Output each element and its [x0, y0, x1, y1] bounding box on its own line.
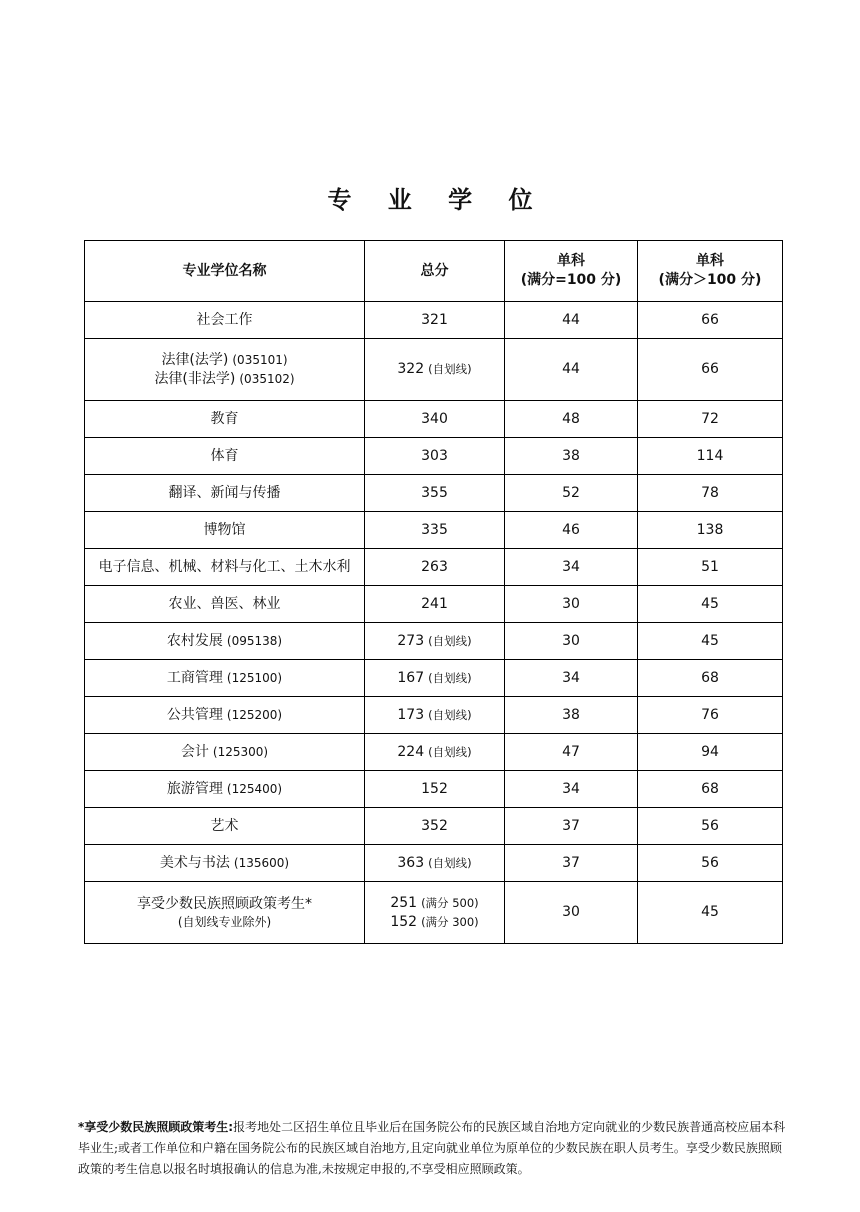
row-total: 352	[365, 808, 505, 845]
minority-name-note: (自划线专业除外)	[177, 914, 272, 929]
row-name: 农村发展 (095138)	[85, 623, 365, 660]
row-single-over-100: 51	[638, 549, 783, 586]
row-total: 173 (自划线)	[365, 697, 505, 734]
row-name: 公共管理 (125200)	[85, 697, 365, 734]
row-single-over-100: 78	[638, 475, 783, 512]
row-single-over-100: 56	[638, 808, 783, 845]
row-total: 273 (自划线)	[365, 623, 505, 660]
table-row	[85, 697, 783, 734]
row-single-100: 38	[505, 438, 638, 475]
row-single-over-100: 68	[638, 771, 783, 808]
row-single-100: 48	[505, 401, 638, 438]
minority-single-100: 30	[505, 882, 638, 944]
minority-single-over-100: 45	[638, 882, 783, 944]
row-single-over-100: 72	[638, 401, 783, 438]
row-name: 体育	[85, 438, 365, 475]
row-single-over-100: 94	[638, 734, 783, 771]
table-row	[85, 401, 783, 438]
table-row-minority	[85, 882, 783, 944]
row-single-over-100: 114	[638, 438, 783, 475]
row-name: 电子信息、机械、材料与化工、土木水利	[85, 549, 365, 586]
row-name: 翻译、新闻与传播	[85, 475, 365, 512]
row-name: 艺术	[85, 808, 365, 845]
header-single-100	[505, 241, 638, 302]
table-row	[85, 586, 783, 623]
row-single-100: 34	[505, 660, 638, 697]
table-row	[85, 660, 783, 697]
row-single-100: 37	[505, 808, 638, 845]
table-row	[85, 845, 783, 882]
table-row	[85, 475, 783, 512]
header-single-over-100-note: (满分＞100 分)	[658, 272, 762, 288]
header-total: 总分	[365, 241, 505, 302]
row-name: 博物馆	[85, 512, 365, 549]
table-row	[85, 734, 783, 771]
row-single-100: 34	[505, 549, 638, 586]
law-single-over-100: 66	[638, 339, 783, 401]
row-name: 旅游管理 (125400)	[85, 771, 365, 808]
table-row	[85, 302, 783, 339]
header-single-100-title: 单科	[557, 253, 585, 270]
law-single-100: 44	[505, 339, 638, 401]
row-name: 工商管理 (125100)	[85, 660, 365, 697]
header-name: 专业学位名称	[85, 241, 365, 302]
table-row	[85, 623, 783, 660]
law-name-cell	[85, 339, 365, 401]
row-single-100: 30	[505, 623, 638, 660]
footnote	[78, 1117, 790, 1180]
row-name: 美术与书法 (135600)	[85, 845, 365, 882]
header-single-100-note: (满分=100 分)	[520, 272, 622, 288]
table-row	[85, 438, 783, 475]
row-single-over-100: 45	[638, 586, 783, 623]
row-single-100: 47	[505, 734, 638, 771]
page-title: 专 业 学 位	[327, 186, 547, 214]
row-single-over-100: 66	[638, 302, 783, 339]
minority-total-cell: 251 (满分 500) 152 (满分 300)	[365, 882, 505, 944]
row-total: 303	[365, 438, 505, 475]
row-single-100: 52	[505, 475, 638, 512]
row-total: 224 (自划线)	[365, 734, 505, 771]
row-name: 农业、兽医、林业	[85, 586, 365, 623]
table-row	[85, 771, 783, 808]
row-total: 321	[365, 302, 505, 339]
row-single-100: 34	[505, 771, 638, 808]
row-single-over-100: 68	[638, 660, 783, 697]
table-header-row	[85, 241, 783, 302]
row-total: 167 (自划线)	[365, 660, 505, 697]
table-row	[85, 512, 783, 549]
header-single-over-100-title: 单科	[696, 253, 724, 270]
law-total-cell: 322 (自划线)	[365, 339, 505, 401]
row-total: 355	[365, 475, 505, 512]
row-single-100: 44	[505, 302, 638, 339]
row-total: 335	[365, 512, 505, 549]
row-total: 152	[365, 771, 505, 808]
row-name: 会计 (125300)	[85, 734, 365, 771]
row-total: 363 (自划线)	[365, 845, 505, 882]
score-table	[84, 240, 783, 944]
row-single-over-100: 56	[638, 845, 783, 882]
minority-name: 享受少数民族照顾政策考生*	[137, 895, 312, 912]
row-total: 241	[365, 586, 505, 623]
footnote-text: 报考地处二区招生单位且毕业后在国务院公布的民族区域自治地方定向就业的少数民族普通高校应届本科毕业生;或者工作单位和户籍在国务院公布的民族区域自治地方,且定向就业单位为原单位的少数民族在职人员考生。享受少数民族照顾政策的考生信息以报名时填报确认的信息为准,未按规定申报的,不享受相应照顾政策。	[78, 1120, 786, 1176]
row-single-over-100: 76	[638, 697, 783, 734]
row-name: 社会工作	[85, 302, 365, 339]
row-total: 263	[365, 549, 505, 586]
minority-name-cell	[85, 882, 365, 944]
law-line-2: 法律(非法学) (035102)	[154, 370, 295, 387]
row-total: 340	[365, 401, 505, 438]
header-single-over-100	[638, 241, 783, 302]
row-name: 教育	[85, 401, 365, 438]
row-single-100: 46	[505, 512, 638, 549]
row-single-over-100: 45	[638, 623, 783, 660]
table-row	[85, 549, 783, 586]
law-line-1: 法律(法学) (035101)	[161, 351, 288, 368]
row-single-100: 30	[505, 586, 638, 623]
row-single-over-100: 138	[638, 512, 783, 549]
footnote-label: *享受少数民族照顾政策考生:	[78, 1120, 234, 1134]
row-single-100: 38	[505, 697, 638, 734]
table-row	[85, 808, 783, 845]
table-row-law	[85, 339, 783, 401]
row-single-100: 37	[505, 845, 638, 882]
